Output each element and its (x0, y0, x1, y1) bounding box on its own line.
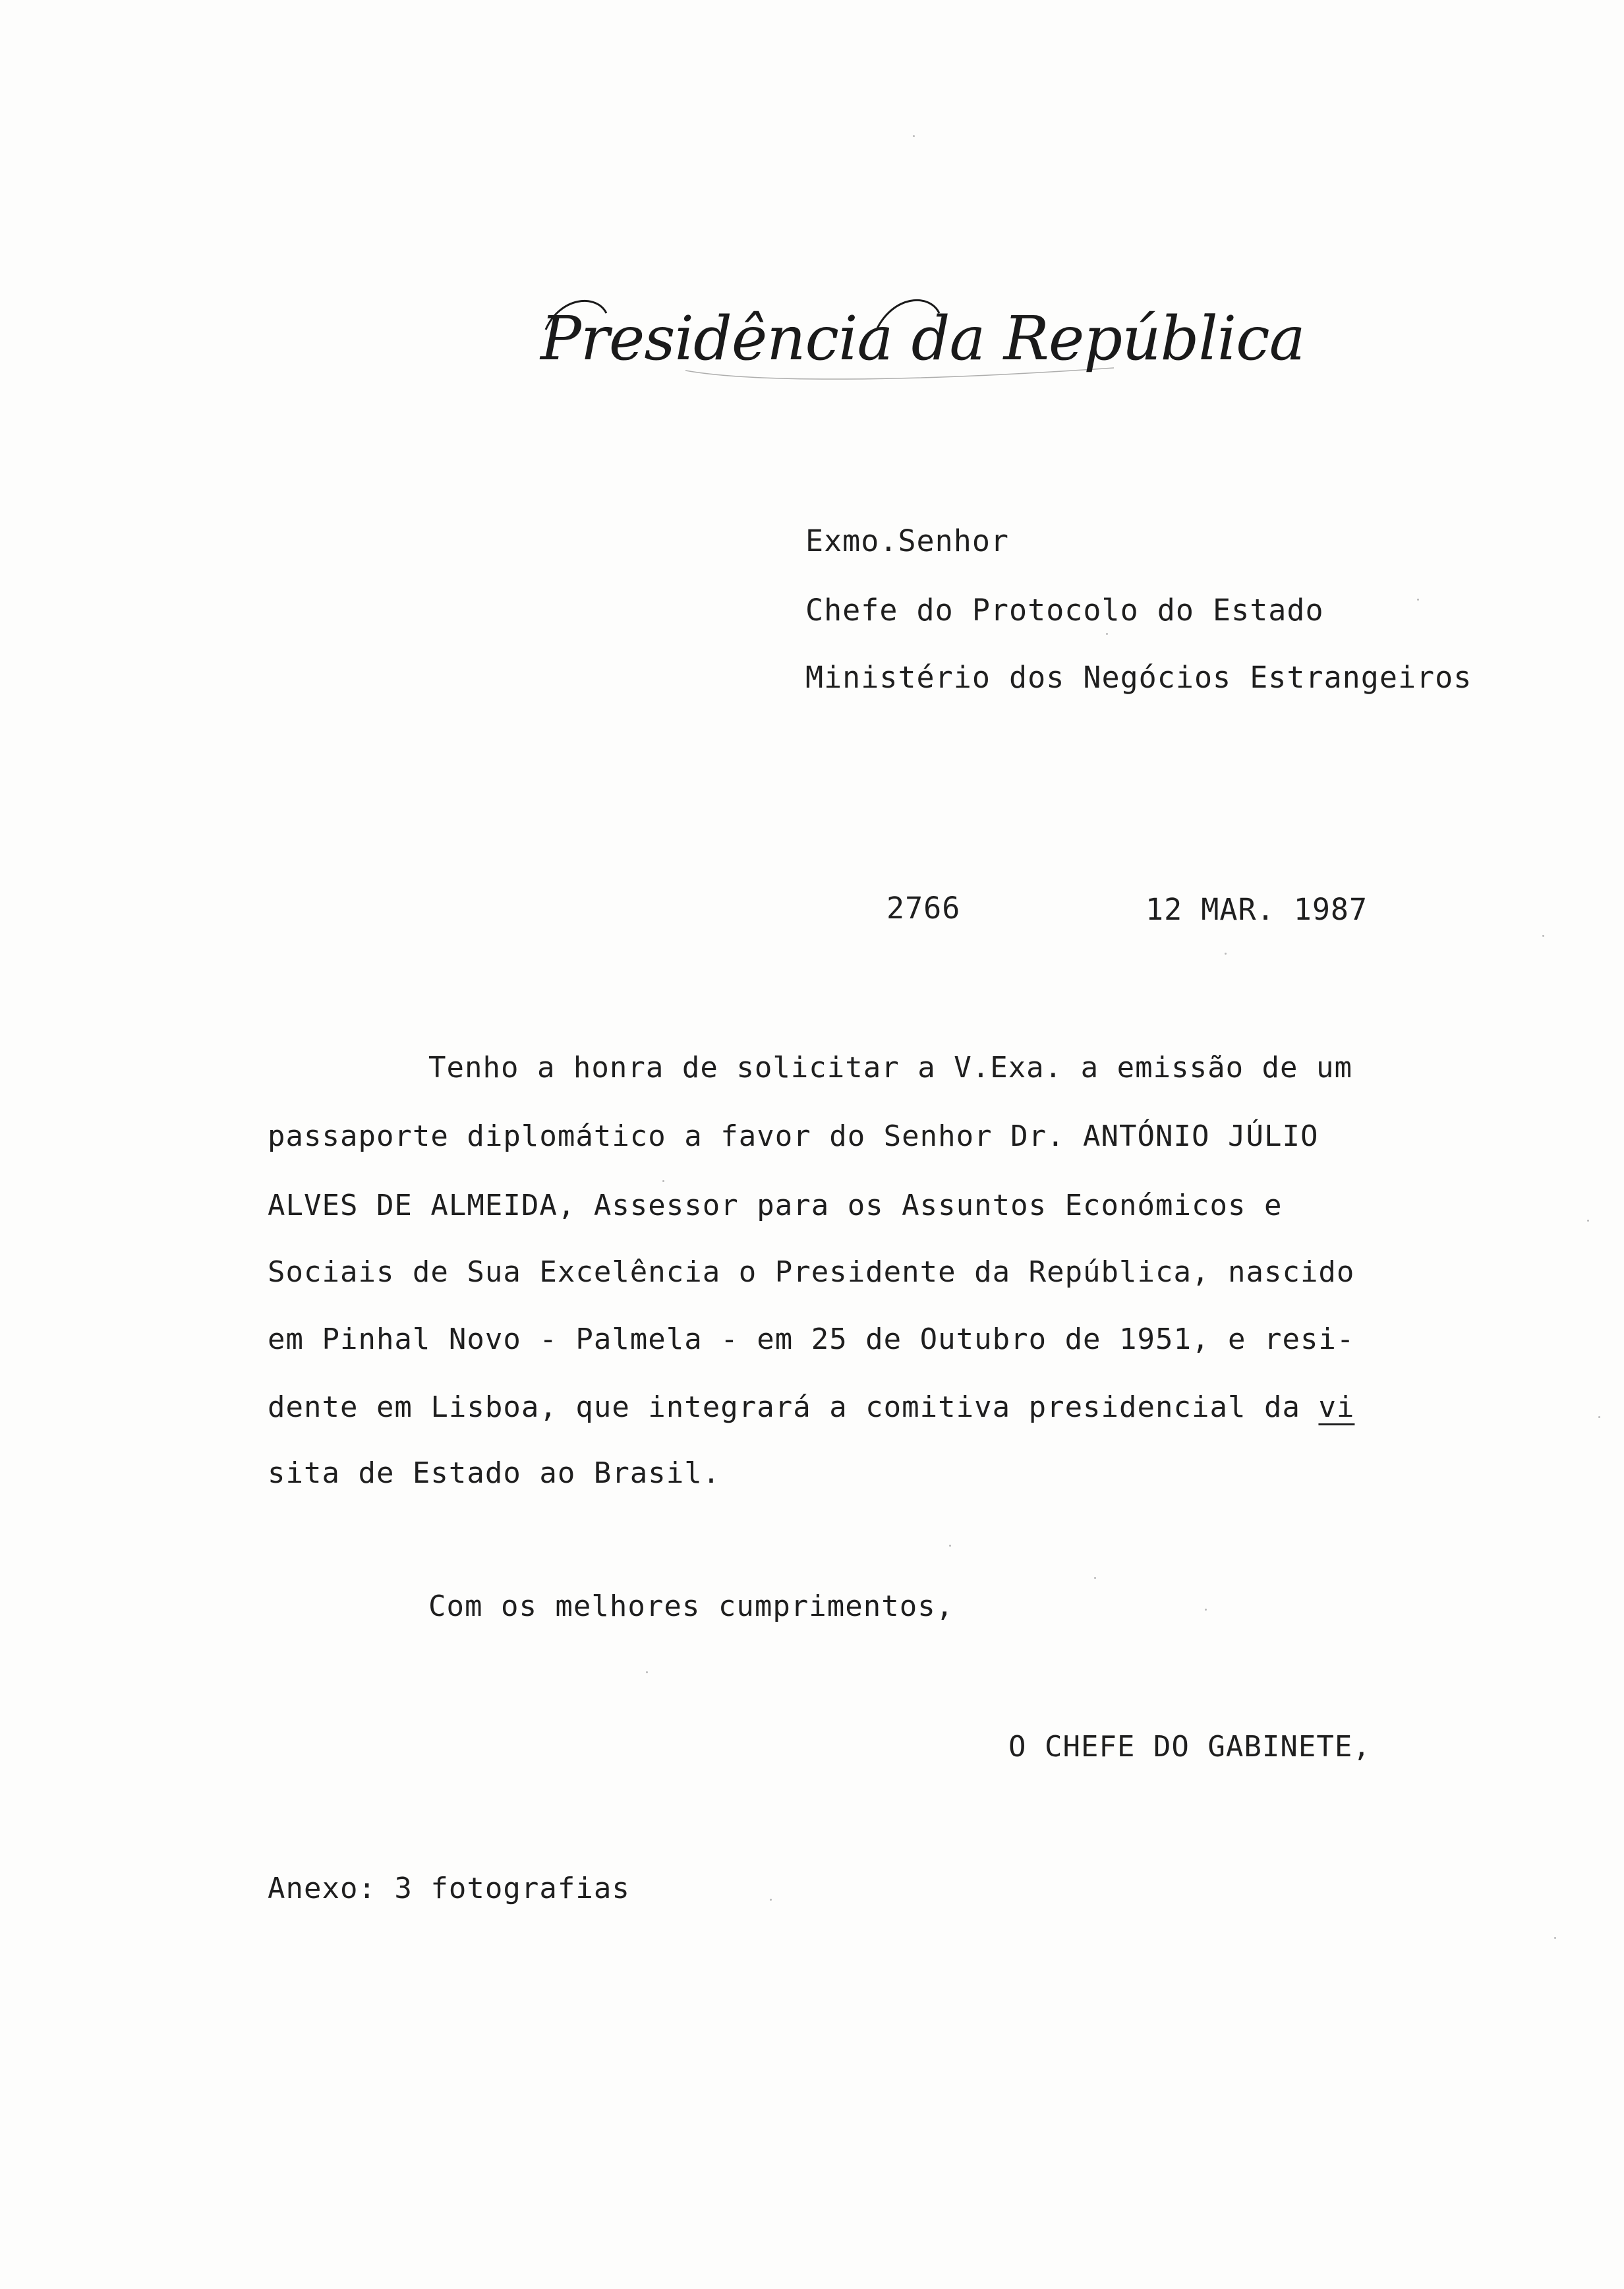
scan-speck (662, 1180, 664, 1182)
reference-number: 2766 (886, 891, 961, 926)
scan-speck (1417, 599, 1419, 601)
addressee-ministry: Ministério dos Negócios Estrangeiros (805, 660, 1472, 695)
body-line-6 (268, 1390, 1355, 1424)
body-line-2: passaporte diplomático a favor do Senhor Dr. ANTÓNIO JÚLIO (268, 1119, 1319, 1153)
scan-speck (1094, 1577, 1096, 1579)
addressee-title: Exmo.Senhor (805, 523, 1010, 558)
annex-note: Anexo: 3 fotografias (268, 1872, 630, 1905)
body-line-5: em Pinhal Novo - Palmela - em 25 de Outubro de 1951, e resi- (268, 1323, 1355, 1356)
scan-speck (1598, 1416, 1600, 1418)
body-line-3: ALVES DE ALMEIDA, Assessor para os Assuntos Económicos e (268, 1189, 1283, 1222)
scan-speck (913, 135, 915, 137)
body-line-6-underlined: vi (1318, 1390, 1355, 1424)
reference-date: 12 MAR. 1987 (1146, 892, 1368, 927)
addressee-position: Chefe do Protocolo do Estado (805, 593, 1324, 628)
signatory-title: O CHEFE DO GABINETE, (1008, 1730, 1371, 1764)
letterhead-logo (534, 283, 1305, 396)
closing-greeting: Com os melhores cumprimentos, (428, 1590, 954, 1623)
body-line-1: Tenho a honra de solicitar a V.Exa. a emissão de um (428, 1051, 1353, 1085)
scan-speck (646, 1671, 648, 1673)
body-line-7: sita de Estado ao Brasil. (268, 1456, 721, 1490)
letterhead-text: Presidência da República (540, 303, 1305, 374)
body-line-4: Sociais de Sua Excelência o Presidente da República, nascido (268, 1255, 1355, 1289)
scan-speck (1225, 953, 1227, 955)
body-line-6-text: dente em Lisboa, que integrará a comitiva presidencial da (268, 1390, 1319, 1424)
scan-speck (1106, 633, 1108, 635)
scan-speck (1587, 1220, 1589, 1222)
scan-speck (770, 1899, 772, 1901)
scan-speck (949, 1545, 951, 1547)
scan-speck (1542, 935, 1544, 937)
scan-speck (1205, 1609, 1207, 1611)
scan-speck (1554, 1937, 1556, 1939)
